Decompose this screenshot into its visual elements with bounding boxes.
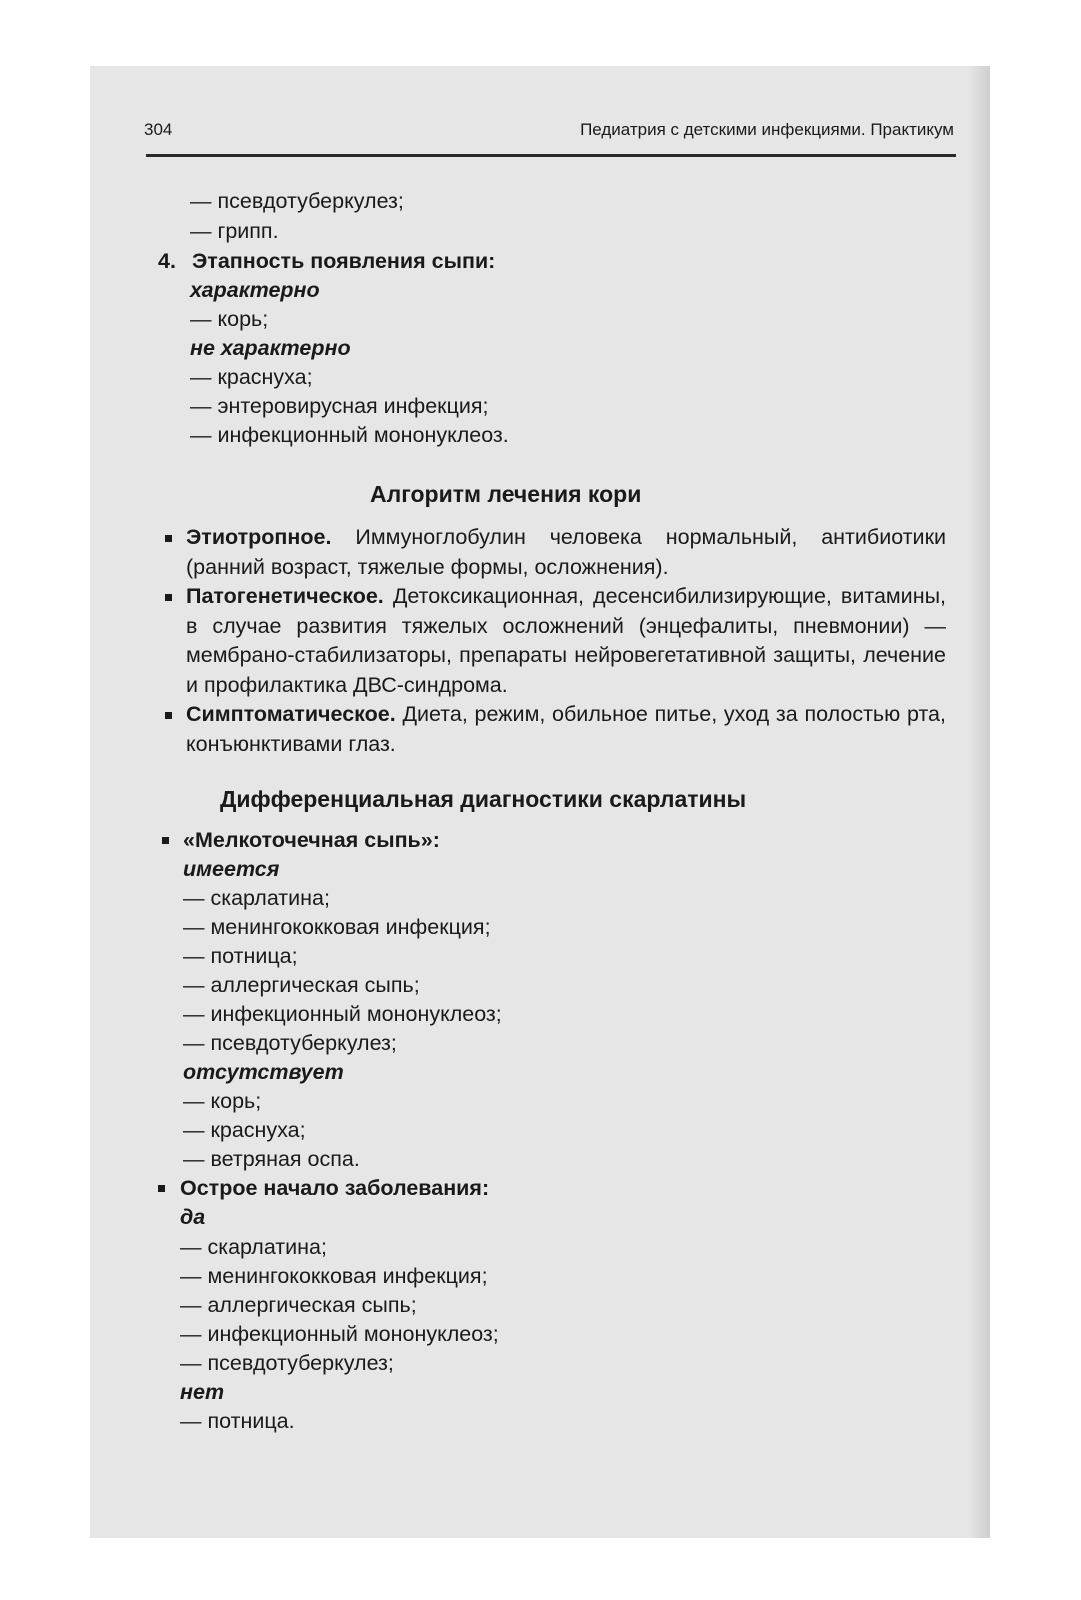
book-page <box>90 66 990 1538</box>
list-item: — потница. <box>180 1409 295 1433</box>
list-item: — менингококковая инфекция; <box>180 1264 488 1288</box>
paragraph <box>186 582 946 700</box>
list-item: — ветряная оспа. <box>183 1147 360 1171</box>
list-item: — скарлатина; <box>180 1235 327 1259</box>
page-edge-shadow <box>968 66 990 1538</box>
sub-heading: характерно <box>190 278 320 302</box>
list-item: — аллергическая сыпь; <box>180 1293 417 1317</box>
paragraph <box>186 523 946 582</box>
list-item: — энтеровирусная инфекция; <box>190 394 489 418</box>
paragraph-text: Детоксикационная, десенсибилизирующие, витамины, в случае развития тяжелых осложнений (энцефалиты, пневмонии) — мембрано-стабилизаторы, препараты нейровегетативной защиты, лечение и профилактика ДВС-синдрома. <box>186 584 946 697</box>
item-title: Этапность появления сыпи: <box>192 249 496 273</box>
list-item: — инфекционный мононуклеоз. <box>190 423 509 447</box>
bullet-marker <box>165 712 172 719</box>
sub-heading: отсутствует <box>183 1060 344 1084</box>
sub-heading: имеется <box>183 857 280 881</box>
bullet-marker <box>158 1185 165 1192</box>
section-heading: Алгоритм лечения кори <box>370 481 642 507</box>
sub-heading: не характерно <box>190 336 351 360</box>
section-heading: Дифференциальная диагностики скарлатины <box>220 786 747 812</box>
list-item: — аллергическая сыпь; <box>183 973 420 997</box>
header-rule <box>146 154 956 157</box>
bullet-marker <box>165 594 172 601</box>
paragraph-text: Диета, режим, обильное питье, уход за полостью рта, конъюнктивами глаз. <box>186 702 946 756</box>
paragraph-text: Иммуноглобулин человека нормальный, антибиотики (ранний возраст, тяжелые формы, осложнения). <box>186 525 946 579</box>
list-item: — псевдотуберкулез; <box>183 1031 397 1055</box>
running-title: Педиатрия с детскими инфекциями. Практикум <box>580 120 954 139</box>
paragraph <box>186 700 946 759</box>
list-item: — корь; <box>190 307 269 331</box>
list-item: — потница; <box>183 944 298 968</box>
list-item: — краснуха; <box>183 1118 306 1142</box>
item-title: Острое начало заболевания: <box>180 1176 490 1200</box>
list-item: — менингококковая инфекция; <box>183 915 491 939</box>
list-item: — скарлатина; <box>183 886 330 910</box>
sub-heading: да <box>180 1205 206 1229</box>
page-number: 304 <box>144 120 173 139</box>
list-item: — краснуха; <box>190 365 313 389</box>
list-item: — псевдотуберкулез; <box>180 1351 394 1375</box>
bullet-marker <box>165 535 172 542</box>
list-item: — корь; <box>183 1089 262 1113</box>
item-title: «Мелкоточечная сыпь»: <box>183 828 440 852</box>
list-item: — грипп. <box>190 219 279 243</box>
paragraph-label: Патогенетическое. <box>186 584 384 608</box>
paragraph-label: Этиотропное. <box>186 525 332 549</box>
page-header <box>144 120 954 146</box>
bullet-marker <box>162 837 169 844</box>
list-item: — инфекционный мононуклеоз; <box>180 1322 499 1346</box>
paragraph-label: Симптоматическое. <box>186 702 396 726</box>
item-number: 4. <box>158 249 176 273</box>
list-item: — инфекционный мононуклеоз; <box>183 1002 502 1026</box>
sub-heading: нет <box>180 1380 225 1404</box>
list-item: — псевдотуберкулез; <box>190 189 404 213</box>
